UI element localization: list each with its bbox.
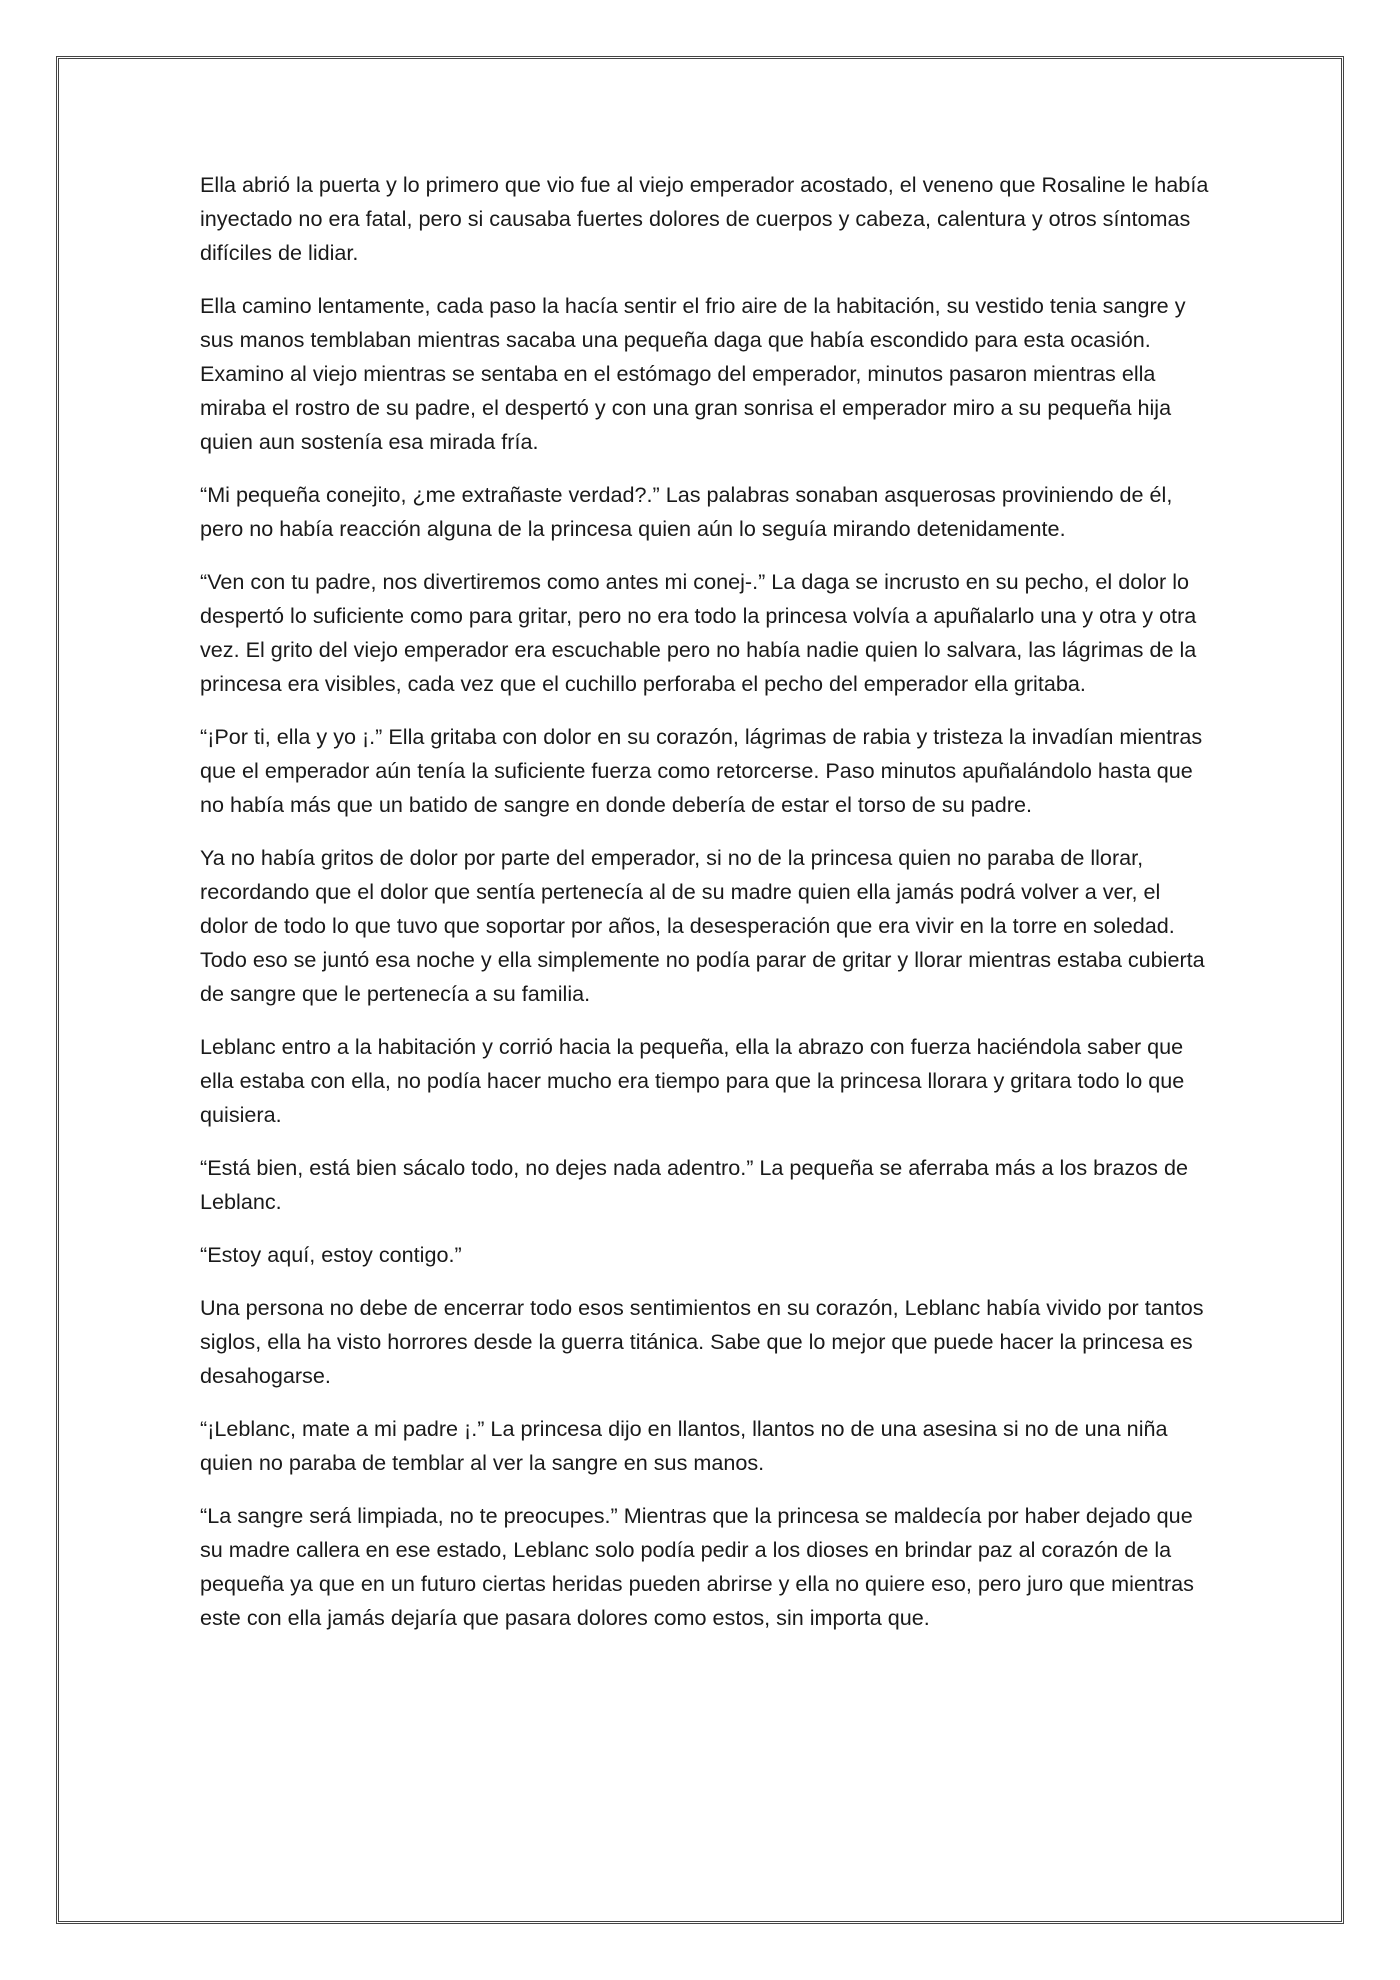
paragraph: Leblanc entro a la habitación y corrió hacia la pequeña, ella la abrazo con fuerza haciéndola saber que ella estaba con ella, no podía hacer mucho era tiempo para que la princesa llorara y gritara todo lo que quisiera. [200, 1034, 1185, 1127]
paragraph: Ella abrió la puerta y lo primero que vio fue al viejo emperador acostado, el veneno que Rosaline le había inyectado no era fatal, pero si causaba fuertes dolores de cuerpos y cabeza, calentura y otros síntomas difíciles de lidiar. [200, 172, 1209, 265]
paragraph: “¡Por ti, ella y yo ¡.” Ella gritaba con dolor en su corazón, lágrimas de rabia y tristeza la invadían mientras que el emperador aún tenía la suficiente fuerza como retorcerse. Paso minutos apuñalándolo hasta que no había más que un batido de sangre en donde debería de estar el torso de su padre. [200, 724, 1203, 817]
document-body [200, 168, 1212, 1654]
paragraph: “Mi pequeña conejito, ¿me extrañaste verdad?.” Las palabras sonaban asquerosas proviniendo de él, pero no había reacción alguna de la princesa quien aún lo seguía mirando detenidamente. [200, 482, 1173, 541]
paragraph: “Está bien, está bien sácalo todo, no dejes nada adentro.” La pequeña se aferraba más a los brazos de Leblanc. [200, 1155, 1188, 1214]
paragraph: “¡Leblanc, mate a mi padre ¡.” La princesa dijo en llantos, llantos no de una asesina si no de una niña quien no paraba de temblar al ver la sangre en sus manos. [200, 1416, 1168, 1475]
paragraph: Una persona no debe de encerrar todo esos sentimientos en su corazón, Leblanc había vivido por tantos siglos, ella ha visto horrores desde la guerra titánica. Sabe que lo mejor que puede hacer la princesa es desahogarse. [200, 1295, 1204, 1388]
paragraph: Ya no había gritos de dolor por parte del emperador, si no de la princesa quien no paraba de llorar, recordando que el dolor que sentía pertenecía al de su madre quien ella jamás podrá volver a ver, el dolor de todo lo que tuvo que soportar por años, la desesperación que era vivir en la torre en soledad. Todo eso se juntó esa noche y ella simplemente no podía parar de gritar y llorar mientras estaba cubierta de sangre que le pertenecía a su familia. [200, 845, 1205, 1006]
paragraph: “La sangre será limpiada, no te preocupes.” Mientras que la princesa se maldecía por haber dejado que su madre callera en ese estado, Leblanc solo podía pedir a los dioses en brindar paz al corazón de la pequeña ya que en un futuro ciertas heridas pueden abrirse y ella no quiere eso, pero juro que mientras este con ella jamás dejaría que pasara dolores como estos, sin importa que. [200, 1503, 1194, 1630]
paragraph: Ella camino lentamente, cada paso la hacía sentir el frio aire de la habitación, su vestido tenia sangre y sus manos temblaban mientras sacaba una pequeña daga que había escondido para esta ocasión. Examino al viejo mientras se sentaba en el estómago del emperador, minutos pasaron mientras ella miraba el rostro de su padre, el despertó y con una gran sonrisa el emperador miro a su pequeña hija quien aun sostenía esa mirada fría. [200, 293, 1186, 454]
paragraph: “Estoy aquí, estoy contigo.” [200, 1242, 462, 1267]
paragraph: “Ven con tu padre, nos divertiremos como antes mi conej-.” La daga se incrusto en su pecho, el dolor lo despertó lo suficiente como para gritar, pero no era todo la princesa volvía a apuñalarlo una y otra y otra vez. El grito del viejo emperador era escuchable pero no había nadie quien lo salvara, las lágrimas de la princesa era visibles, cada vez que el cuchillo perforaba el pecho del emperador ella gritaba. [200, 569, 1197, 696]
